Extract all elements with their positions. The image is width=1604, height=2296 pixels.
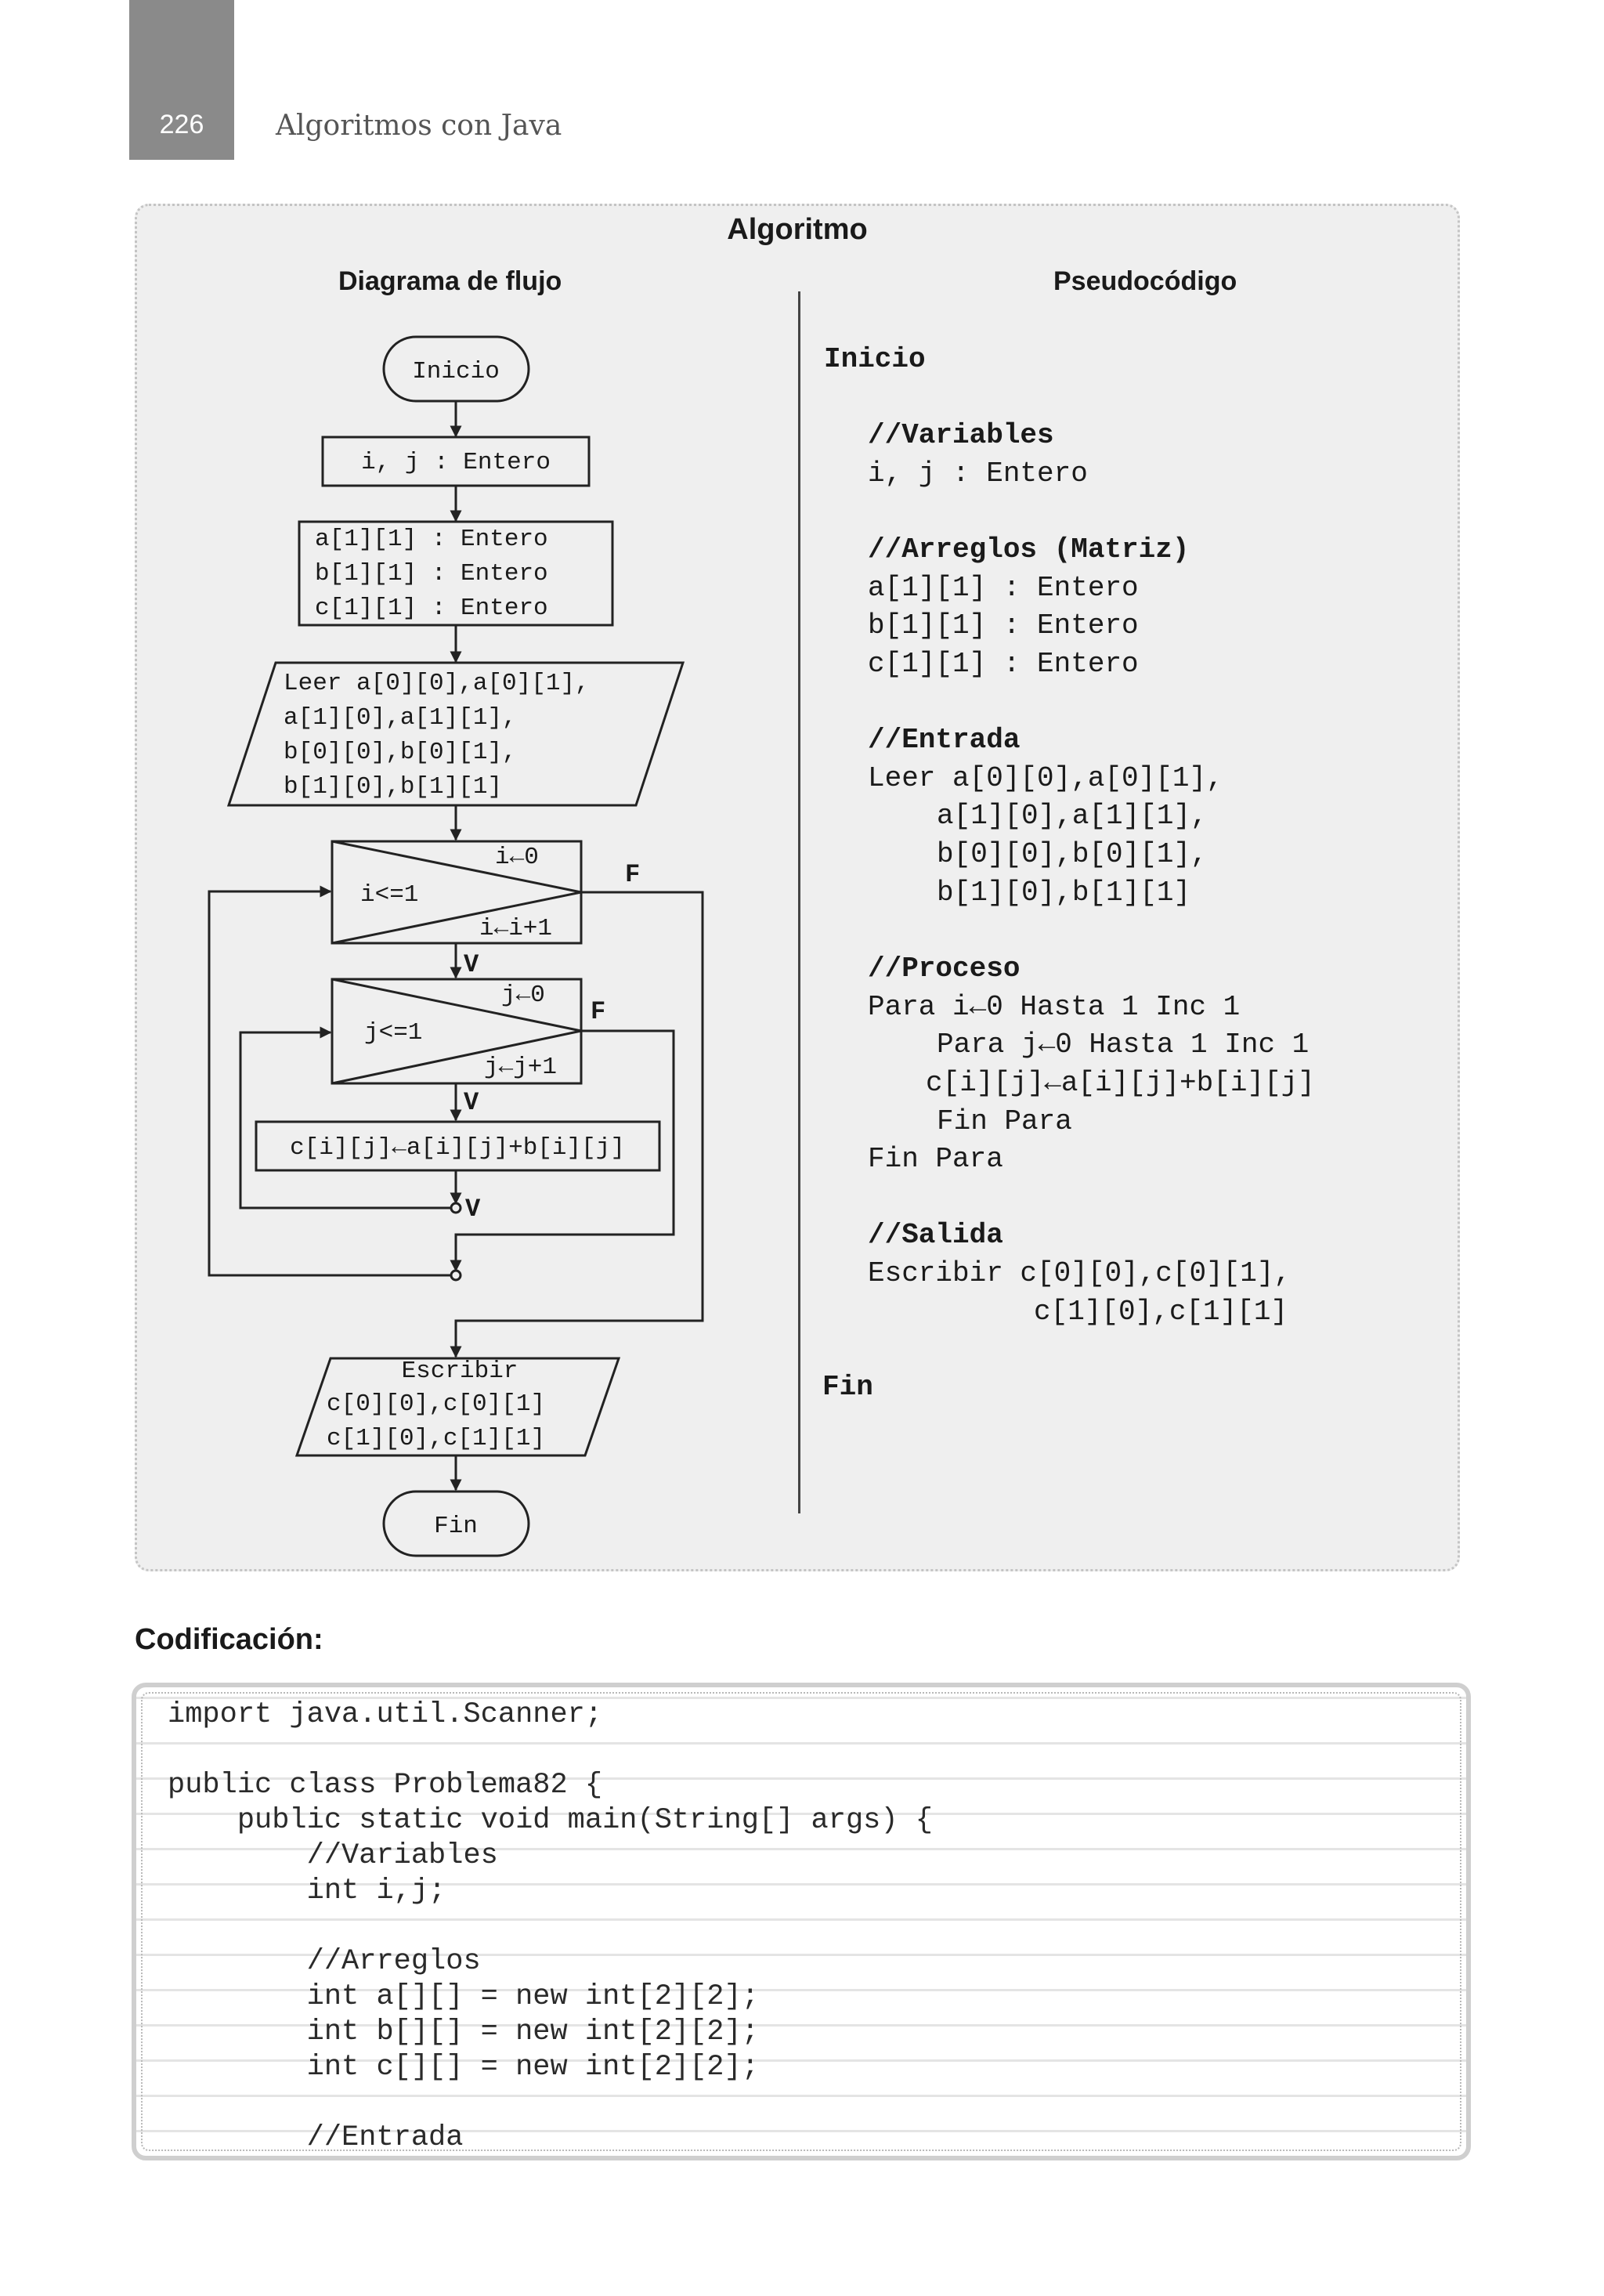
code-line: int c[][] = new int[2][2]; [168,2051,759,2084]
loop-j-init: j←0 [501,982,545,1009]
pseudo-line: Inicio [824,343,926,375]
start-label: Inicio [412,358,500,385]
input-line: a[1][0],a[1][1], [284,704,517,732]
pseudo-line: Para i←0 Hasta 1 Inc 1 [868,991,1241,1023]
array-decl-line: b[1][1] : Entero [315,560,548,588]
pseudo-line: a[1][1] : Entero [868,572,1139,604]
array-decl-line: a[1][1] : Entero [315,526,548,553]
output-line: Escribir [401,1358,518,1385]
array-decl-line: c[1][1] : Entero [315,595,548,622]
input-line: b[1][0],b[1][1] [284,773,503,801]
loop-i-false-label: F [625,860,641,889]
loop-j-connector [451,1203,461,1213]
pseudo-line: b[1][1] : Entero [868,609,1139,642]
code-line: int a[][] = new int[2][2]; [168,1980,759,2013]
loop-j-step: j←j+1 [484,1054,558,1081]
pseudo-line: c[1][0],c[1][1] [1034,1296,1288,1328]
pseudo-line: c[i][j]←a[i][j]+b[i][j] [926,1067,1315,1099]
process-text: c[i][j]←a[i][j]+b[i][j] [290,1134,625,1162]
pseudo-line: Fin Para [937,1105,1072,1137]
pseudo-line: i, j : Entero [868,457,1088,490]
pseudo-line: //Variables [868,419,1054,451]
var-declaration-text: i, j : Entero [361,449,551,476]
loop-i-true-label: V [464,950,479,979]
pseudo-line: Fin [822,1371,873,1403]
flowchart-title: Diagrama de flujo [338,266,562,296]
pseudo-line: //Entrada [868,724,1021,756]
loop-j-true-label: V [464,1088,479,1117]
loop-i-connector [451,1271,461,1280]
pseudocode-title: Pseudocódigo [1053,266,1237,296]
pseudo-line: a[1][0],a[1][1], [937,800,1208,832]
code-line: //Arreglos [168,1945,481,1978]
loop-j-condition: j<=1 [364,1019,423,1047]
loop-i-init: i←0 [495,844,539,871]
pseudo-line: b[1][0],b[1][1] [937,877,1191,909]
algorithm-title: Algoritmo [727,213,868,246]
pseudo-line: c[1][1] : Entero [868,648,1139,680]
code-line: //Entrada [168,2121,464,2154]
loop-j-false-label: F [591,997,606,1026]
book-title: Algoritmos con Java [276,110,562,142]
code-line: int b[][] = new int[2][2]; [168,2016,759,2048]
pseudo-line: //Salida [868,1219,1003,1251]
code-heading: Codificación: [135,1623,323,1656]
page-number: 226 [159,110,204,139]
loop-i-step: i←i+1 [479,915,553,942]
connector-true-label: V [465,1195,481,1224]
code-line: import java.util.Scanner; [168,1698,603,1731]
pseudo-line: b[0][0],b[0][1], [937,838,1208,870]
pseudo-line: Leer a[0][0],a[0][1], [868,762,1223,794]
output-line: c[0][0],c[0][1] [327,1390,546,1418]
code-line: public class Problema82 { [168,1769,603,1802]
code-line: //Variables [168,1839,498,1872]
input-line: b[0][0],b[0][1], [284,739,517,766]
output-line: c[1][0],c[1][1] [327,1425,546,1452]
pseudo-line: Para j←0 Hasta 1 Inc 1 [937,1029,1310,1061]
pseudo-line: Escribir c[0][0],c[0][1], [868,1257,1292,1289]
loop-i-condition: i<=1 [360,881,419,909]
pseudo-line: //Arreglos (Matriz) [868,533,1190,566]
flowchart-diagram [135,313,761,1567]
column-divider [798,291,800,1513]
code-line: public static void main(String[] args) { [168,1804,933,1837]
code-line: int i,j; [168,1875,446,1907]
end-label: Fin [434,1513,478,1540]
code-listing [132,1683,1471,2160]
input-line: Leer a[0][0],a[0][1], [284,670,590,697]
pseudo-line: //Proceso [868,953,1021,985]
pseudo-line: Fin Para [868,1143,1003,1175]
